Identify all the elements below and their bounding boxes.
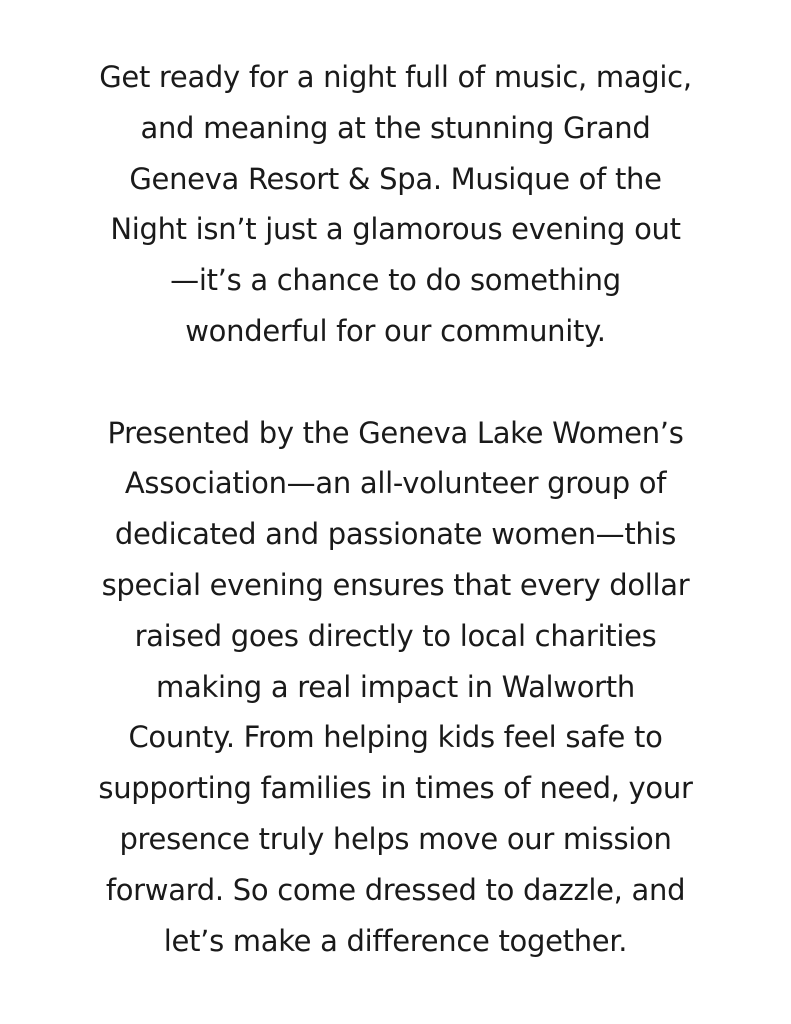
text-line: —it’s a chance to do something <box>170 263 621 298</box>
text-line: dedicated and passionate women—this <box>114 517 677 552</box>
text-line: supporting families in times of need, your <box>98 771 693 806</box>
mission-paragraph <box>40 408 751 967</box>
paragraph-spacer <box>40 357 751 408</box>
text-line: Night isn’t just a glamorous evening out <box>110 212 681 247</box>
text-line: presence truly helps move our mission <box>119 821 672 856</box>
text-line: Geneva Resort & Spa. Musique of the <box>129 161 662 196</box>
text-line: County. From helping kids feel safe to <box>128 720 663 755</box>
text-line: Presented by the Geneva Lake Women’s <box>107 415 684 450</box>
text-line: special evening ensures that every dollar <box>101 567 690 602</box>
text-line: raised goes directly to local charities <box>134 618 657 653</box>
event-description <box>40 52 751 966</box>
intro-paragraph <box>40 52 751 357</box>
text-line: let’s make a difference together. <box>163 923 628 958</box>
text-line: wonderful for our community. <box>185 313 606 348</box>
text-line: making a real impact in Walworth <box>156 669 635 704</box>
text-line: and meaning at the stunning Grand <box>140 110 651 145</box>
text-line: Get ready for a night full of music, magic, <box>99 60 692 94</box>
text-line: forward. So come dressed to dazzle, and <box>105 872 686 907</box>
text-line: Association—an all-volunteer group of <box>124 466 667 501</box>
